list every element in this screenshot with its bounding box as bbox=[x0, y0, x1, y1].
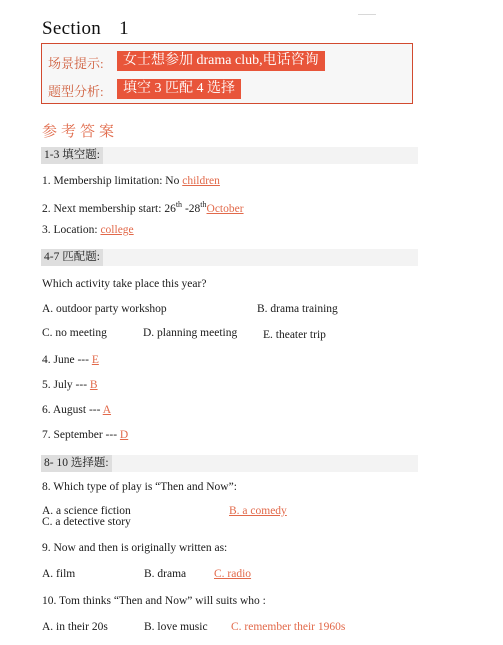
page-corner-mark bbox=[358, 14, 376, 15]
q6-line bbox=[42, 404, 111, 416]
section-title bbox=[42, 18, 129, 40]
q5-line bbox=[42, 379, 98, 391]
section-number: 1 bbox=[119, 18, 129, 39]
q8-answer-text: B. a comedy bbox=[229, 505, 287, 517]
part1-tag: 1-3 填空题: bbox=[41, 147, 103, 164]
part2-question: Which activity take place this year? bbox=[42, 278, 207, 290]
q9-question: 9. Now and then is originally written as: bbox=[42, 542, 228, 554]
type-label: 题型分析: bbox=[48, 84, 104, 99]
q7-line bbox=[42, 429, 128, 441]
q9-option-a: A. film bbox=[42, 568, 76, 580]
q7-text: 7. September --- bbox=[42, 429, 120, 441]
q2-answer: October bbox=[206, 202, 244, 215]
q9-answer bbox=[214, 568, 251, 580]
q4-answer: E bbox=[91, 354, 99, 366]
option-c: C. no meeting bbox=[42, 327, 107, 339]
q10-option-b: B. love music bbox=[144, 621, 208, 633]
part2-tag: 4-7 匹配题: bbox=[41, 249, 103, 266]
q4-line bbox=[42, 354, 99, 366]
q6-answer: A bbox=[102, 404, 112, 416]
section-label: Section bbox=[42, 18, 102, 39]
part1-band bbox=[41, 147, 418, 164]
q1-answer: children bbox=[182, 175, 220, 187]
q5-answer: B bbox=[89, 379, 98, 391]
type-value: 填空 3 匹配 4 选择 bbox=[117, 79, 241, 99]
option-a: A. outdoor party workshop bbox=[42, 303, 167, 315]
part3-band bbox=[41, 455, 418, 472]
q2-mid: -28 bbox=[182, 202, 201, 215]
q10-answer-text: C. remember their 1960s bbox=[231, 621, 346, 633]
q3-answer: college bbox=[100, 224, 134, 236]
option-e: E. theater trip bbox=[263, 329, 326, 341]
q8-option-a: A. a science fiction bbox=[42, 505, 131, 517]
q9-answer-text: C. radio bbox=[214, 568, 252, 580]
q8-question: 8. Which type of play is “Then and Now”: bbox=[42, 481, 237, 493]
q3-line bbox=[42, 224, 134, 236]
q1-text: 1. Membership limitation: No bbox=[42, 175, 183, 187]
q2-sup1: th bbox=[175, 200, 183, 209]
q2-text: 2. Next membership start: 26 bbox=[42, 202, 176, 215]
q8-option-c: C. a detective story bbox=[42, 516, 131, 528]
q4-text: 4. June --- bbox=[42, 354, 92, 366]
q10-option-a: A. in their 20s bbox=[42, 621, 108, 633]
scene-value: 女士想参加 drama club,电话咨询 bbox=[117, 51, 325, 71]
q2-sup2: th bbox=[200, 200, 207, 209]
part3-tag: 8- 10 选择题: bbox=[41, 455, 112, 472]
option-b: B. drama training bbox=[257, 303, 338, 315]
q5-text: 5. July --- bbox=[42, 379, 90, 391]
q6-text: 6. August --- bbox=[42, 404, 103, 416]
q7-answer: D bbox=[119, 429, 129, 441]
info-box bbox=[41, 43, 413, 104]
q3-text: 3. Location: bbox=[42, 224, 101, 236]
q9-option-b: B. drama bbox=[144, 568, 187, 580]
q8-answer bbox=[229, 505, 287, 517]
q10-answer bbox=[231, 621, 345, 633]
q1-line bbox=[42, 175, 220, 187]
scene-label: 场景提示: bbox=[48, 56, 104, 71]
answers-heading: 参考答案 bbox=[42, 124, 119, 140]
part2-band bbox=[41, 249, 418, 266]
q10-question: 10. Tom thinks “Then and Now” will suits who : bbox=[42, 595, 266, 607]
q2-line bbox=[42, 200, 244, 215]
option-d: D. planning meeting bbox=[143, 327, 238, 339]
